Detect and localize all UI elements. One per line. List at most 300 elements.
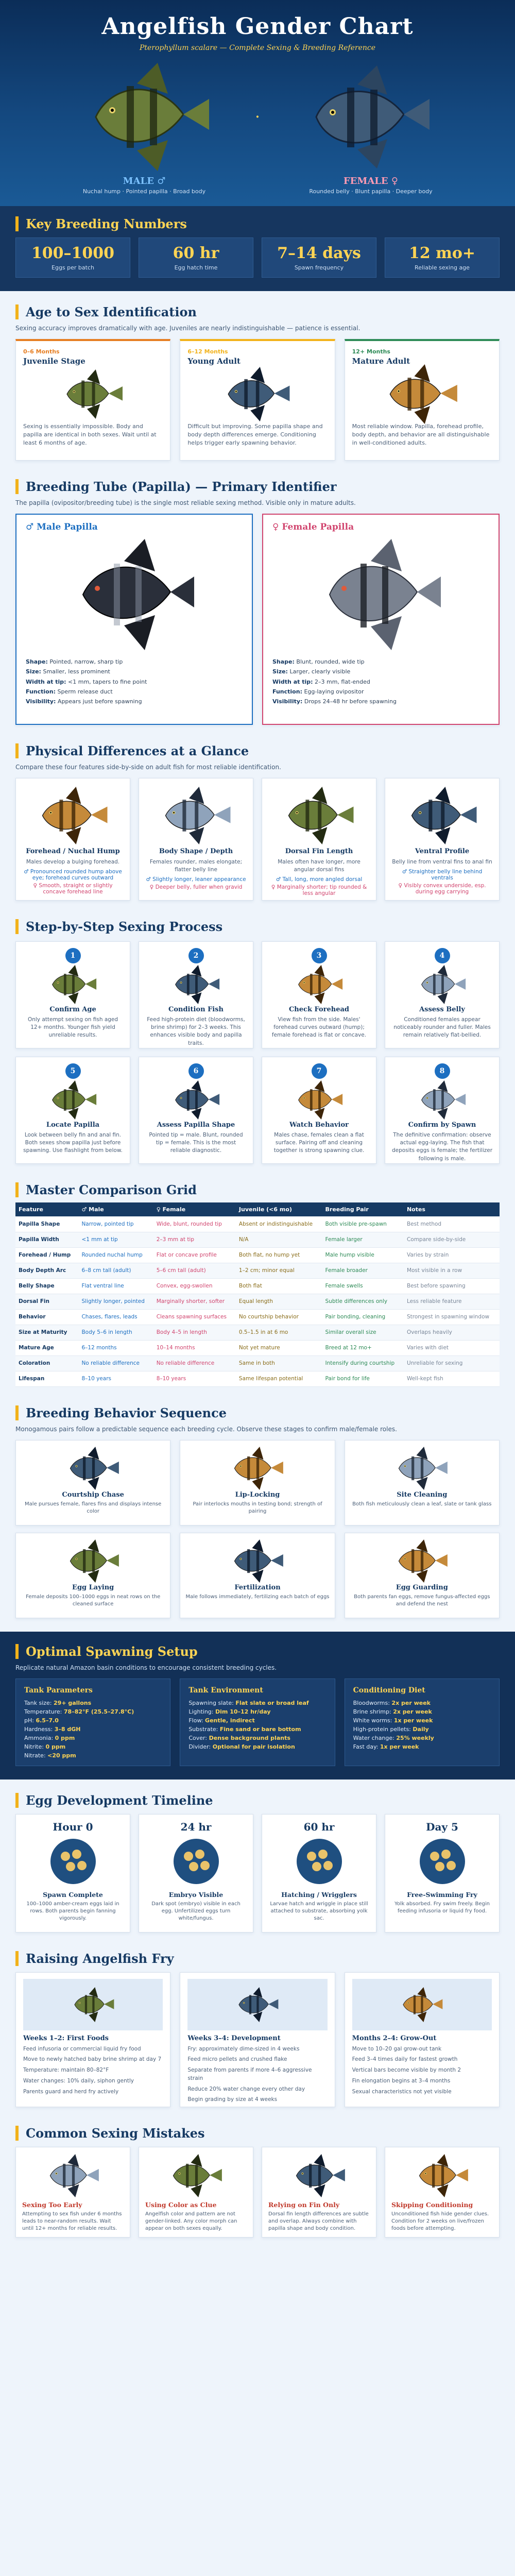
- table-cell: Female larger: [322, 1232, 404, 1247]
- fry-card-row: [15, 1972, 500, 2107]
- table-cell: Less reliable feature: [404, 1294, 500, 1309]
- table-body: [15, 1216, 500, 1386]
- egg-desc: Dark spot (embryo) visible in each egg. Unfertilized eggs turn white/fungus.: [151, 1901, 241, 1921]
- fry-item: Feed micro pellets and crushed flake: [187, 2056, 287, 2063]
- step-number: 6: [188, 1063, 204, 1079]
- table-cell: Male hump visible: [322, 1247, 404, 1263]
- physical-card-title: Ventral Profile: [415, 848, 470, 855]
- female-papilla-heading: ♀ Female Papilla: [272, 522, 354, 532]
- age-intro: Sexing accuracy improves dramatically with age. Juveniles are nearly indistinguishable — patience is essential.: [15, 325, 360, 332]
- step-card: [385, 941, 500, 1048]
- angelfish-icon: [65, 1447, 122, 1490]
- mistake-desc: Angelfish color and pattern are not gender-linked. Any color morph can appear on both sexes equally.: [145, 2211, 237, 2231]
- table-cell: Best method: [404, 1216, 500, 1232]
- table-header-cell: Juvenile (<6 mo): [236, 1202, 322, 1216]
- step-image: [391, 963, 493, 1006]
- spawning-item: [353, 1725, 491, 1734]
- mistake-desc: Attempting to sex fish under 6 months leads to near-random results. Wait until 12+ months for reliable results.: [22, 2211, 122, 2231]
- stat-label: Egg hatch time: [174, 264, 218, 271]
- papilla-detail-key: Function:: [26, 688, 56, 695]
- papilla-detail-row: [272, 677, 489, 687]
- male-papilla-heading: ♂ Male Papilla: [26, 522, 98, 532]
- fry-section: [0, 1938, 515, 2112]
- spawning-item: [353, 1699, 491, 1707]
- egg-card: [15, 1814, 130, 1933]
- table-cell: 5–6 cm tall (adult): [153, 1263, 236, 1278]
- physical-card: [15, 778, 130, 901]
- table-header-cell: ♀ Female: [153, 1202, 236, 1216]
- spawning-item-value: 2x per week: [391, 1699, 431, 1706]
- physical-card-title: Dorsal Fin Length: [285, 848, 353, 855]
- male-papilla-details: [26, 657, 243, 706]
- papilla-card-row: [15, 514, 500, 725]
- behavior-card: [180, 1533, 335, 1618]
- physical-fish-image: [145, 785, 247, 846]
- papilla-detail-row: [26, 687, 243, 697]
- papilla-detail-row: [272, 697, 489, 706]
- grid-title: Master Comparison Grid: [15, 1182, 500, 1197]
- step-number: 7: [312, 1063, 327, 1079]
- behavior-title: Breeding Behavior Sequence: [15, 1405, 500, 1420]
- stat-value: 7–14 days: [277, 244, 361, 262]
- fry-title: Weeks 1–2: First Foods: [23, 2034, 109, 2042]
- step-title: Confirm by Spawn: [408, 1121, 476, 1129]
- table-cell: Body Depth Arc: [15, 1263, 78, 1278]
- spawning-title: Optimal Spawning Setup: [15, 1644, 500, 1659]
- age-card-row: [15, 339, 500, 461]
- behavior-title: Egg Guarding: [396, 1583, 448, 1591]
- spawning-item-key: Ammonia:: [24, 1734, 54, 1741]
- table-cell: Both flat: [236, 1278, 322, 1294]
- spawning-item-key: pH:: [24, 1717, 34, 1724]
- egg-time: 24 hr: [180, 1820, 212, 1833]
- fry-title: Raising Angelfish Fry: [15, 1951, 500, 1966]
- table-cell: Similar overall size: [322, 1325, 404, 1340]
- physical-male-note: ♂ Tall, long, more angled dorsal: [276, 876, 363, 883]
- comparison-table: [15, 1202, 500, 1387]
- spawning-item-key: Water change:: [353, 1734, 394, 1741]
- step-title: Assess Papilla Shape: [157, 1121, 235, 1129]
- table-cell: Best before spawning: [404, 1278, 500, 1294]
- behavior-title: Courtship Chase: [62, 1490, 124, 1499]
- behavior-desc: Male follows immediately, fertilizing each batch of eggs: [185, 1594, 330, 1600]
- age-title: Age to Sex Identification: [15, 304, 500, 319]
- page-subtitle: Pterophyllum scalare — Complete Sexing & Breeding Reference: [139, 44, 376, 52]
- behavior-card: [15, 1533, 170, 1618]
- fry-item: Move to newly hatched baby brine shrimp at day 7: [23, 2056, 162, 2063]
- papilla-detail-value: Drops 24–48 hr before spawning: [304, 698, 397, 705]
- egg-time: Day 5: [426, 1820, 458, 1833]
- stat-value: 60 hr: [173, 244, 219, 262]
- female-description: Rounded belly · Blunt papilla · Deeper body: [309, 188, 433, 195]
- spawning-item-key: Fast day:: [353, 1743, 379, 1750]
- fry-item: Fin elongation begins at 3–4 months: [352, 2077, 451, 2084]
- behavior-title: Lip-Locking: [235, 1490, 280, 1499]
- table-row: [15, 1309, 500, 1325]
- age-card-desc: Sexing is essentially impossible. Body and papilla are identical in both sexes. Wait until at least 6 months of age.: [23, 423, 157, 446]
- stat-card: [15, 238, 130, 278]
- behavior-desc: Pair interlocks mouths in testing bond; strength of pairing: [193, 1501, 322, 1514]
- table-cell: No courtship behavior: [236, 1309, 322, 1325]
- spawning-item: [24, 1699, 162, 1707]
- mistake-title: Relying on Fin Only: [268, 2200, 340, 2209]
- steps-row-1: [15, 941, 500, 1048]
- spawning-item: [24, 1725, 162, 1734]
- spawning-box-heading: Conditioning Diet: [353, 1686, 425, 1694]
- fry-card: [15, 1972, 170, 2107]
- female-fish-illustration: [290, 60, 445, 174]
- papilla-title: Breeding Tube (Papilla) — Primary Identifier: [15, 479, 500, 494]
- papilla-detail-key: Width at tip:: [26, 678, 66, 685]
- angelfish-icon: [404, 787, 481, 844]
- steps-title: Step-by-Step Sexing Process: [15, 919, 500, 934]
- egg-heading: Spawn Complete: [43, 1890, 103, 1899]
- spawning-item-key: Lighting:: [188, 1708, 214, 1715]
- step-card: [15, 941, 130, 1048]
- stat-card: [385, 238, 500, 278]
- step-image: [268, 1079, 370, 1121]
- stat-label: Reliable sexing age: [415, 264, 470, 271]
- spawning-item-value: Daily: [413, 1725, 429, 1733]
- physical-male-note: ♂ Pronounced rounded hump above eye; forehead curves outward: [24, 869, 122, 882]
- step-image: [22, 963, 124, 1006]
- angelfish-icon: [294, 965, 345, 1004]
- papilla-intro: The papilla (ovipositor/breeding tube) is the single most reliable sexing method. Visible only in mature adults.: [15, 499, 356, 506]
- angelfish-icon: [47, 1080, 99, 1120]
- spawning-item-key: Hardness:: [24, 1725, 53, 1733]
- table-header-cell: Breeding Pair: [322, 1202, 404, 1216]
- age-card-title: Young Adult: [187, 357, 241, 366]
- spawning-item: [188, 1725, 326, 1734]
- egg-image: [22, 1833, 124, 1890]
- spawning-item-key: Tank size:: [24, 1699, 52, 1706]
- mistake-title: Skipping Conditioning: [391, 2200, 473, 2209]
- table-cell: Most visible in a row: [404, 1263, 500, 1278]
- table-cell: 10–14 months: [153, 1340, 236, 1355]
- behavior-image: [185, 1538, 329, 1584]
- spawning-box: [180, 1679, 335, 1766]
- age-card: [345, 339, 500, 461]
- table-cell: Behavior: [15, 1309, 78, 1325]
- physical-card-desc: Males often have longer, more angular dorsal fins: [278, 859, 360, 873]
- behavior-title: Fertilization: [234, 1583, 281, 1591]
- table-cell: Unreliable for sexing: [404, 1355, 500, 1371]
- table-cell: Varies by strain: [404, 1247, 500, 1263]
- step-title: Assess Belly: [419, 1006, 465, 1013]
- behavior-desc: Female deposits 100–1000 eggs in neat rows on the cleaned surface: [26, 1594, 161, 1607]
- spawning-item: [188, 1716, 326, 1725]
- egg-desc: Larvae hatch and wriggle in place still attached to substrate, absorbing yolk sac.: [270, 1901, 368, 1921]
- eggs-title: Egg Development Timeline: [15, 1793, 500, 1808]
- egg-image: [268, 1833, 370, 1890]
- spawning-item: [353, 1742, 491, 1751]
- behavior-desc: Both fish meticulously clean a leaf, slate or tank glass: [352, 1501, 492, 1507]
- papilla-detail-key: Visibility:: [26, 698, 56, 705]
- behavior-card: [15, 1440, 170, 1526]
- physical-card-desc: Belly line from ventral fins to anal fin: [392, 859, 492, 865]
- step-desc: Look between belly fin and anal fin. Both sexes show papilla just before spawning. Use flashlight from below.: [23, 1132, 123, 1154]
- fry-image: [23, 1979, 163, 2030]
- egg-image: [391, 1833, 493, 1890]
- step-number: 1: [65, 948, 81, 963]
- papilla-detail-row: [26, 667, 243, 676]
- spawning-item-key: Temperature:: [24, 1708, 62, 1715]
- step-image: [268, 963, 370, 1006]
- fry-item: Sexual characteristics not yet visible: [352, 2088, 452, 2095]
- egg-time: Hour 0: [53, 1820, 93, 1833]
- papilla-detail-row: [26, 657, 243, 667]
- table-cell: No reliable difference: [78, 1355, 153, 1371]
- behavior-image: [185, 1446, 329, 1491]
- step-number: 2: [188, 948, 204, 963]
- papilla-detail-key: Size:: [26, 668, 41, 675]
- age-card: [15, 339, 170, 461]
- stat-card: [262, 238, 376, 278]
- table-cell: 6–8 cm tall (adult): [78, 1263, 153, 1278]
- fry-item: Fry: approximately dime-sized in 4 weeks: [187, 2045, 300, 2052]
- papilla-detail-key: Shape:: [272, 658, 295, 665]
- angelfish-icon: [222, 367, 292, 421]
- age-card-title: Mature Adult: [352, 357, 410, 366]
- table-row: [15, 1325, 500, 1340]
- spawning-item: [24, 1734, 162, 1742]
- male-description: Nuchal hump · Pointed papilla · Broad body: [82, 188, 206, 195]
- table-cell: 1–2 cm; minor equal: [236, 1263, 322, 1278]
- table-cell: Coloration: [15, 1355, 78, 1371]
- step-number: 3: [312, 948, 327, 963]
- table-cell: Flat ventral line: [78, 1278, 153, 1294]
- age-card-desc: Difficult but improving. Some papilla shape and body depth differences emerge. Conditioning helps trigger early spawning behavior.: [187, 423, 323, 446]
- stat-label: Spawn frequency: [294, 264, 344, 271]
- angelfish-icon: [330, 539, 441, 650]
- step-desc: The definitive confirmation: observe actual egg-laying. The fish that deposits eggs is female; the fertilizer following is male.: [391, 1132, 493, 1162]
- spawning-item-value: 0 ppm: [45, 1743, 66, 1750]
- table-row: [15, 1216, 500, 1232]
- stat-row: [15, 238, 500, 278]
- egg-icon: [168, 1836, 225, 1887]
- step-card: [262, 941, 376, 1048]
- age-tag: 12+ Months: [352, 348, 390, 355]
- physical-fish-image: [22, 785, 124, 846]
- angelfish-icon: [229, 1539, 286, 1583]
- mistakes-title: Common Sexing Mistakes: [15, 2126, 500, 2141]
- step-number: 5: [65, 1063, 81, 1079]
- spawning-item-key: Flow:: [188, 1717, 203, 1724]
- spawning-item-value: 2x per week: [393, 1708, 432, 1715]
- physical-card: [139, 778, 253, 901]
- physical-card-desc: Females rounder, males elongate; flatter belly line: [149, 859, 243, 873]
- angelfish-icon: [170, 1080, 222, 1120]
- table-cell: Wide, blunt, rounded tip: [153, 1216, 236, 1232]
- mistake-card: [15, 2147, 130, 2238]
- female-papilla-image: [272, 535, 489, 654]
- fry-item: Reduce 20% water change every other day: [187, 2086, 305, 2092]
- fry-item: Vertical bars become visible by month 2: [352, 2067, 461, 2073]
- table-cell: Rounded nuchal hump: [78, 1247, 153, 1263]
- step-card: [139, 941, 253, 1048]
- papilla-detail-value: <1 mm, tapers to fine point: [68, 678, 147, 685]
- table-row: [15, 1263, 500, 1278]
- physical-card-desc: Males develop a bulging forehead.: [26, 859, 120, 865]
- physical-fish-image: [268, 785, 370, 846]
- step-title: Watch Behavior: [289, 1121, 349, 1129]
- spawning-item: [188, 1699, 326, 1707]
- female-papilla-details: [272, 657, 489, 706]
- step-desc: Males chase, females clean a flat surface. Pairing off and cleaning together is strong spawning clue.: [273, 1132, 365, 1154]
- egg-heading: Free-Swimming Fry: [407, 1890, 477, 1899]
- spawning-item-value: 25% weekly: [396, 1734, 434, 1741]
- table-cell: Convex, egg-swollen: [153, 1278, 236, 1294]
- table-cell: Equal length: [236, 1294, 322, 1309]
- table-cell: Pair bond for life: [322, 1371, 404, 1386]
- angelfish-icon: [70, 1987, 116, 2022]
- table-cell: No reliable difference: [153, 1355, 236, 1371]
- spawning-section: [0, 1632, 515, 1780]
- table-row: [15, 1371, 500, 1386]
- step-card: [385, 1057, 500, 1164]
- papilla-detail-row: [272, 657, 489, 667]
- vs-divider: ·: [255, 110, 260, 124]
- table-row: [15, 1340, 500, 1355]
- table-cell: Slightly longer, pointed: [78, 1294, 153, 1309]
- behavior-row-1: [15, 1440, 500, 1526]
- step-desc: View fish from the side. Males' forehead curves outward (hump); female forehead is flat or concave.: [271, 1016, 367, 1039]
- spawning-item: [24, 1742, 162, 1751]
- behavior-card: [345, 1533, 500, 1618]
- step-image: [145, 963, 247, 1006]
- papilla-detail-row: [272, 687, 489, 697]
- table-header-row: [15, 1202, 500, 1216]
- fry-image: [187, 1979, 327, 2030]
- spawning-item: [353, 1734, 491, 1742]
- female-papilla-card: [262, 514, 500, 725]
- behavior-image: [21, 1538, 165, 1584]
- table-cell: Flat or concave profile: [153, 1247, 236, 1263]
- fry-card: [180, 1972, 335, 2107]
- angelfish-icon: [158, 787, 235, 844]
- angelfish-icon: [234, 1987, 281, 2022]
- table-cell: 8–10 years: [78, 1371, 153, 1386]
- angelfish-icon: [45, 2154, 101, 2197]
- mistake-card-row: [15, 2147, 500, 2238]
- spawning-item-key: Nitrite:: [24, 1743, 44, 1750]
- egg-icon: [414, 1836, 471, 1887]
- mistake-image: [22, 2153, 124, 2199]
- physical-card-title: Forehead / Nuchal Hump: [26, 848, 120, 855]
- papilla-detail-row: [26, 697, 243, 706]
- table-cell: Not yet mature: [236, 1340, 322, 1355]
- spawning-item: [188, 1707, 326, 1716]
- angelfish-icon: [83, 539, 194, 650]
- papilla-detail-value: 2–3 mm, flat-ended: [315, 678, 370, 685]
- step-desc: Pointed tip = male. Blunt, rounded tip = female. This is the most reliable diagnostic.: [149, 1132, 243, 1154]
- table-cell: Body 5–6 in length: [78, 1325, 153, 1340]
- papilla-detail-key: Width at tip:: [272, 678, 313, 685]
- behavior-card: [345, 1440, 500, 1526]
- behavior-card: [180, 1440, 335, 1526]
- steps-row-2: [15, 1057, 500, 1164]
- fry-item: Feed infusoria or commercial liquid fry food: [23, 2045, 141, 2052]
- fry-item: Parents guard and herd fry actively: [23, 2088, 119, 2095]
- table-cell: Marginally shorter, softer: [153, 1294, 236, 1309]
- stat-value: 100–1000: [31, 244, 115, 262]
- table-cell: Well-kept fish: [404, 1371, 500, 1386]
- physical-section: [0, 730, 515, 906]
- angelfish-icon: [316, 65, 430, 168]
- step-desc: Feed high-protein diet (bloodworms, brine shrimp) for 2–3 weeks. This enhances visible body and papilla traits.: [147, 1016, 245, 1046]
- table-cell: Belly Shape: [15, 1278, 78, 1294]
- table-cell: 8–10 years: [153, 1371, 236, 1386]
- table-cell: Overlaps heavily: [404, 1325, 500, 1340]
- behavior-row-2: [15, 1533, 500, 1618]
- mistake-image: [391, 2153, 493, 2199]
- egg-desc: 100–1000 amber-cream eggs laid in rows. Both parents begin fanning vigorously.: [26, 1901, 119, 1921]
- female-label-block: [294, 176, 448, 195]
- physical-male-note: ♂ Straighter belly line behind ventrals: [402, 869, 483, 882]
- table-row: [15, 1294, 500, 1309]
- table-header-cell: ♂ Male: [78, 1202, 153, 1216]
- egg-heading: Hatching / Wrigglers: [281, 1890, 357, 1899]
- table-cell: 0.5–1.5 in at 6 mo: [236, 1325, 322, 1340]
- table-cell: Compare side-by-side: [404, 1232, 500, 1247]
- spawning-item-value: Gentle, indirect: [205, 1717, 255, 1724]
- egg-card-row: [15, 1814, 500, 1933]
- behavior-image: [350, 1538, 494, 1584]
- angelfish-icon: [170, 965, 222, 1004]
- spawning-item: [24, 1707, 162, 1716]
- step-card: [139, 1057, 253, 1164]
- angelfish-icon: [393, 1539, 450, 1583]
- step-desc: Only attempt sexing on fish aged 12+ months. Younger fish yield unreliable results.: [27, 1016, 118, 1039]
- spawning-item: [24, 1716, 162, 1725]
- behavior-image: [350, 1446, 494, 1491]
- behavior-desc: Both parents fan eggs, remove fungus-affected eggs and defend the nest: [354, 1594, 490, 1607]
- age-card-title: Juvenile Stage: [23, 357, 85, 366]
- spawning-item-key: White worms:: [353, 1717, 392, 1724]
- spawning-item-key: Cover:: [188, 1734, 208, 1741]
- papilla-detail-key: Function:: [272, 688, 302, 695]
- table-cell: Same in both: [236, 1355, 322, 1371]
- papilla-detail-value: Appears just before spawning: [57, 698, 142, 705]
- egg-desc: Yolk absorbed. Fry swim freely. Begin feeding infusoria or liquid fry food.: [394, 1901, 490, 1914]
- age-fish-image: [352, 366, 492, 422]
- table-cell: Narrow, pointed tip: [78, 1216, 153, 1232]
- papilla-detail-value: Larger, clearly visible: [289, 668, 351, 675]
- table-cell: Intensify during courtship: [322, 1355, 404, 1371]
- sex-labels: [0, 176, 515, 195]
- fry-image: [352, 1979, 492, 2030]
- fry-title: Months 2–4: Grow-Out: [352, 2034, 437, 2042]
- behavior-intro: Monogamous pairs follow a predictable sequence each breeding cycle. Observe these stages to confirm male/female roles.: [15, 1425, 397, 1433]
- mistake-card: [139, 2147, 253, 2238]
- spawning-item-value: Dim 10–12 hr/day: [215, 1708, 271, 1715]
- papilla-detail-row: [272, 667, 489, 676]
- table-header-cell: Notes: [404, 1202, 500, 1216]
- spawning-box-heading: Tank Environment: [188, 1686, 263, 1694]
- spawning-item-value: Optional for pair isolation: [212, 1743, 295, 1750]
- step-image: [145, 1079, 247, 1121]
- mistake-title: Sexing Too Early: [22, 2200, 82, 2209]
- table-row: [15, 1278, 500, 1294]
- behavior-title: Site Cleaning: [397, 1490, 448, 1499]
- table-cell: Pair bonding, cleaning: [322, 1309, 404, 1325]
- age-fish-image: [187, 366, 327, 422]
- physical-intro: Compare these four features side-by-side on adult fish for most reliable identification.: [15, 764, 281, 771]
- table-cell: Same lifespan potential: [236, 1371, 322, 1386]
- spawning-item: [353, 1707, 491, 1716]
- page-title: Angelfish Gender Chart: [101, 13, 414, 40]
- hero-header: [0, 0, 515, 206]
